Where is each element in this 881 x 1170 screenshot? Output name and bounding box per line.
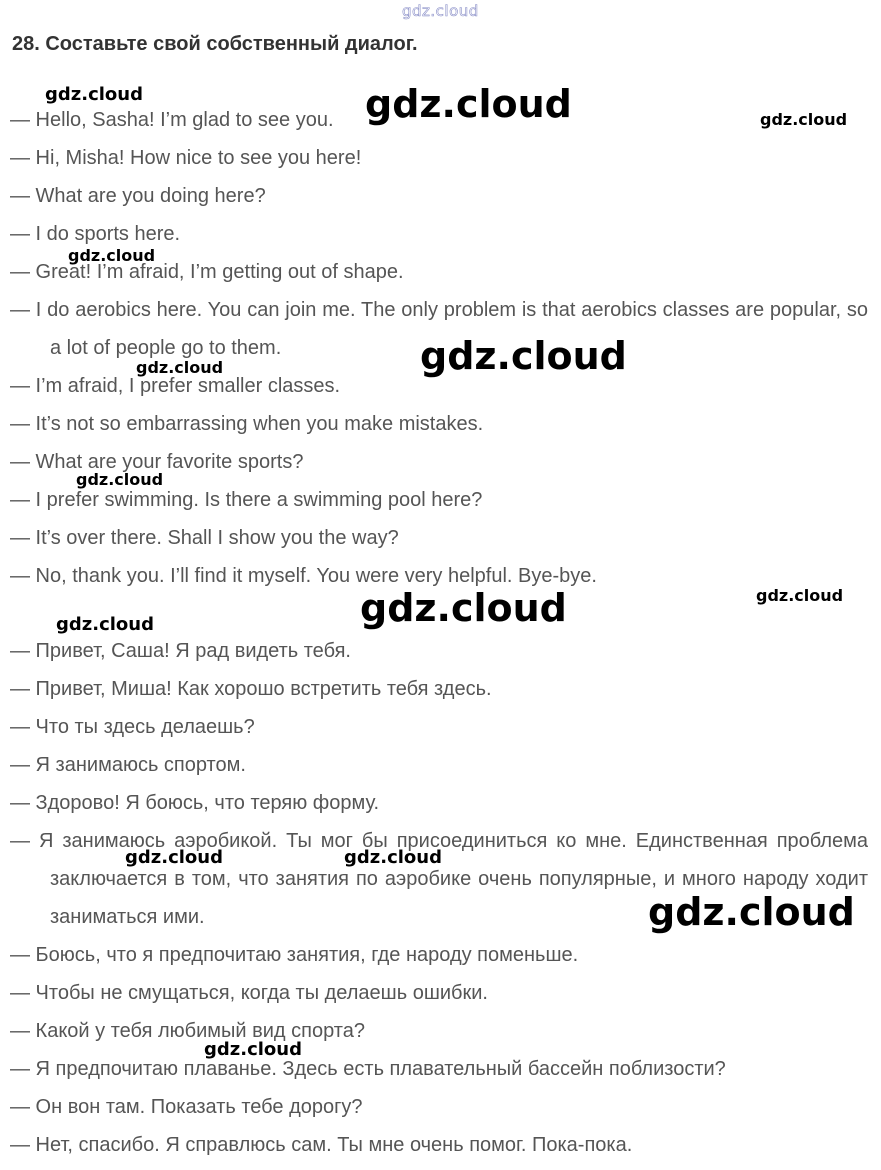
dialogue-line-ru: — Я занимаюсь аэробикой. Ты мог бы присоединиться ко мне. Единственная проблема заключается в том, что занятия по аэробике очень популярные, и много народу ходит заниматься ими. (10, 830, 868, 928)
dialogue-line-ru: — Я занимаюсь спортом. (10, 754, 246, 776)
watermark: gdz.cloud (760, 110, 848, 129)
watermark: gdz.cloud (360, 586, 567, 630)
dialogue-line-en: — What are you doing here? (10, 185, 266, 207)
watermark: gdz.cloud (344, 847, 442, 868)
watermark: gdz.cloud (648, 890, 855, 934)
dialogue-line-en: — I prefer swimming. Is there a swimming pool here? (10, 489, 483, 511)
watermark: gdz.cloud (420, 334, 627, 378)
watermark: gdz.cloud (56, 614, 154, 635)
dialogue-line-ru: — Чтобы не смущаться, когда ты делаешь ошибки. (10, 982, 488, 1004)
watermark: gdz.cloud (204, 1039, 302, 1060)
dialogue-line-ru: — Привет, Миша! Как хорошо встретить тебя здесь. (10, 678, 492, 700)
watermark: gdz.cloud (365, 82, 572, 126)
dialogue-line-en: — Great! I’m afraid, I’m getting out of shape. (10, 261, 404, 283)
dialogue-line-en: — It’s not so embarrassing when you make mistakes. (10, 413, 484, 435)
task-heading: 28. Составьте свой собственный диалог. (12, 33, 418, 55)
site-logo-watermark: gdz.cloud (402, 2, 479, 20)
dialogue-line-en: — Hello, Sasha! I’m glad to see you. (10, 109, 334, 131)
dialogue-line-ru: — Какой у тебя любимый вид спорта? (10, 1020, 365, 1042)
dialogue-line-ru: — Я предпочитаю плаванье. Здесь есть плавательный бассейн поблизости? (10, 1058, 726, 1080)
watermark: gdz.cloud (756, 586, 844, 605)
dialogue-line-ru: — Здорово! Я боюсь, что теряю форму. (10, 792, 380, 814)
dialogue-line-en: — I do sports here. (10, 223, 181, 245)
dialogue-line-en: — What are your favorite sports? (10, 451, 304, 473)
dialogue-line-ru: — Привет, Саша! Я рад видеть тебя. (10, 640, 351, 662)
dialogue-line-en: — No, thank you. I’ll find it myself. You were very helpful. Bye-bye. (10, 565, 597, 587)
dialogue-line-ru: — Он вон там. Показать тебе дорогу? (10, 1096, 363, 1118)
dialogue-line-en: — It’s over there. Shall I show you the way? (10, 527, 399, 549)
dialogue-line-en: — I’m afraid, I prefer smaller classes. (10, 375, 341, 397)
watermark: gdz.cloud (136, 358, 224, 377)
watermark: gdz.cloud (76, 470, 164, 489)
dialogue-line-ru: — Нет, спасибо. Я справлюсь сам. Ты мне очень помог. Пока-пока. (10, 1134, 633, 1156)
dialogue-line-ru: — Что ты здесь делаешь? (10, 716, 255, 738)
dialogue-line-ru: — Боюсь, что я предпочитаю занятия, где народу поменьше. (10, 944, 579, 966)
watermark: gdz.cloud (68, 246, 156, 265)
watermark: gdz.cloud (45, 84, 143, 105)
watermark: gdz.cloud (125, 847, 223, 868)
dialogue-line-en: — Hi, Misha! How nice to see you here! (10, 147, 362, 169)
dialogue-line-en: — I do aerobics here. You can join me. The only problem is that aerobics classes are popular, so a lot of people go to them. (10, 299, 868, 359)
